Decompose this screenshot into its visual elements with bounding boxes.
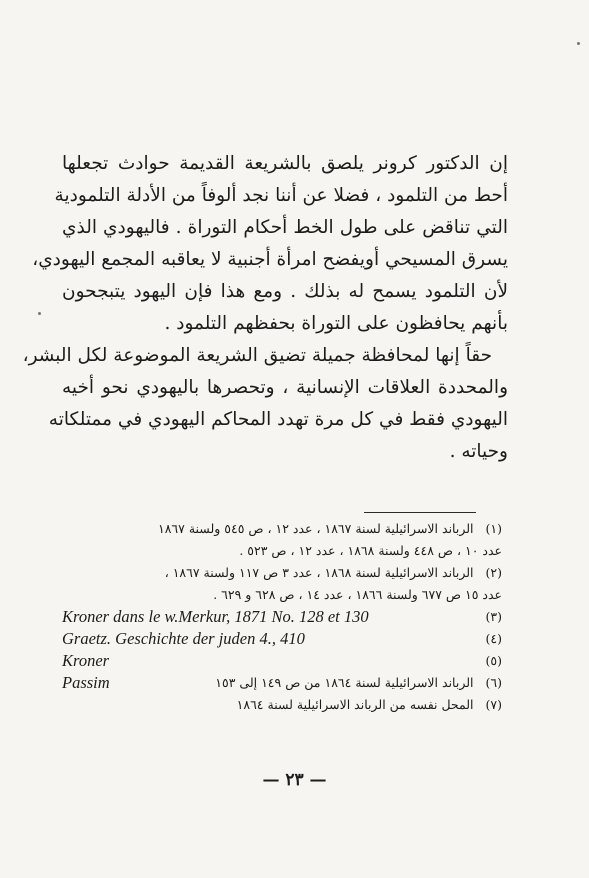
text-line: والمحددة العلاقات الإنسانية ، وتحصرها باليهودي نحو أخيه [62, 377, 508, 398]
footnote-6 [62, 672, 502, 694]
scan-speck [577, 42, 580, 45]
footnote-text: الرباند الاسرائيلية لسنة ١٨٦٤ من ص ١٤٩ إلى ١٥٣ [215, 675, 474, 690]
text-line: إن الدكتور كرونر يلصق بالشريعة القديمة حوادث تجعلها [62, 153, 508, 174]
paragraph-1 [32, 148, 508, 340]
footnote-number: (٥) [485, 653, 502, 668]
text-line: لأن التلمود يسمح له بذلك . ومع هذا فإن اليهود يتبجحون [62, 281, 508, 302]
footnote-number: (٣) [485, 609, 502, 624]
footnote-2 [62, 562, 502, 584]
footnote-1-continued [62, 540, 502, 562]
footnote-latin-text: Kroner dans le w.Merkur, 1871 No. 128 et 130 [62, 607, 369, 626]
footnote-number: (١) [485, 521, 502, 536]
footnote-latin-text: Graetz. Geschichte der juden 4., 410 [62, 629, 305, 648]
footnote-5 [62, 650, 502, 672]
text-line: وحياته . [449, 441, 508, 462]
paragraph-2 [22, 340, 508, 468]
footnote-text: الرباند الاسرائيلية لسنة ١٨٦٨ ، عدد ٣ ص ١١٧ ولسنة ١٨٦٧ ، [164, 565, 474, 580]
footnote-latin-text: Passim [62, 673, 110, 692]
text-line: التي تناقض على طول الخط أحكام التوراة . فاليهودي الذي [62, 217, 508, 238]
footnote-text: الرباند الاسرائيلية لسنة ١٨٦٧ ، عدد ١٢ ، ص ٥٤٥ ولسنة ١٨٦٧ [157, 521, 474, 536]
text-line: يسرق المسيحي أويفضح امرأة أجنبية لا يعاقبه المجمع اليهودي، [32, 249, 508, 270]
footnote-number: (٤) [485, 631, 502, 646]
text-line: بأنهم يحافظون على التوراة بحفظهم التلمود . [164, 313, 508, 334]
footnote-number: (٧) [485, 697, 502, 712]
footnote-2-continued [62, 584, 502, 606]
footnote-latin-text: Kroner [62, 651, 110, 670]
footnote-divider [364, 512, 476, 513]
text-line: أحط من التلمود ، فضلا عن أننا نجد ألوفاً من الأدلة التلمودية [54, 185, 508, 206]
text-line: اليهودي فقط في كل مرة تهدد المحاكم اليهودي في ممتلكاته [48, 409, 508, 430]
text-line: حقاً إنها لمحافظة جميلة تضيق الشريعة الموضوعة لكل البشر، [22, 345, 492, 366]
footnote-7 [62, 694, 502, 716]
footnote-text: عدد ١٠ ، ص ٤٤٨ ولسنة ١٨٦٨ ، عدد ١٢ ، ص ٥٢٣ . [239, 543, 502, 558]
footnote-number: (٦) [485, 675, 502, 690]
scan-speck [38, 312, 41, 315]
footnote-4 [62, 628, 502, 650]
footnote-1 [62, 518, 502, 540]
footnote-number: (٢) [485, 565, 502, 580]
footnote-3 [62, 606, 502, 628]
footnote-text: المحل نفسه من الرباند الاسرائيلية لسنة ١٨٦٤ [236, 697, 474, 712]
footnote-text: عدد ١٥ ص ٦٧٧ ولسنة ١٨٦٦ ، عدد ١٤ ، ص ٦٢٨ و ٦٢٩ . [213, 587, 502, 602]
body-text [22, 148, 508, 468]
page-number: — ٢٣ — [262, 770, 327, 790]
footnotes [62, 518, 502, 716]
